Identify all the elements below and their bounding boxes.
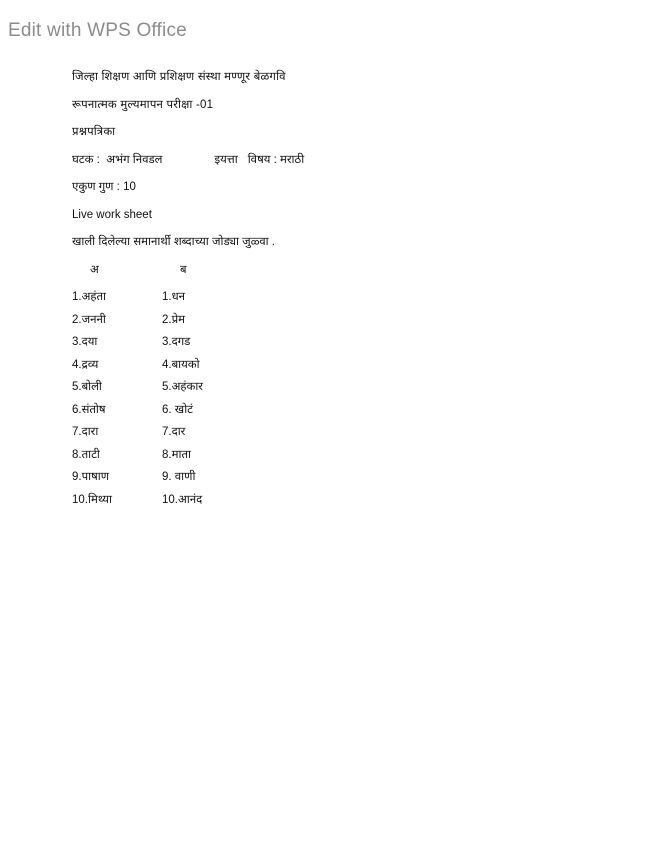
pair-item-b: 4.बायको — [162, 358, 200, 371]
pair-item-b: 2.प्रेम — [162, 313, 186, 326]
pair-item-a: 4.द्रव्य — [72, 358, 99, 371]
subject-label: विषय : मराठी — [247, 153, 305, 166]
pair-item-b: 10.आनंद — [162, 493, 203, 506]
instruction-line: खाली दिलेल्या समानार्थी शब्दाच्या जोड्या जुळ्वा . — [72, 236, 275, 248]
question-paper-line: प्रश्नपत्रिका — [72, 126, 116, 138]
pair-item-b: 8.माता — [162, 448, 191, 461]
table-row — [72, 495, 582, 507]
matching-pairs-table — [72, 265, 582, 507]
table-row — [72, 382, 582, 394]
class-label: इयत्ता — [214, 153, 238, 166]
table-row — [72, 337, 582, 349]
table-row — [72, 427, 582, 439]
exam-title-line: रूपनात्मक मुल्यमापन परीक्षा -01 — [72, 98, 214, 111]
pair-item-a: 9.पाषाण — [72, 471, 110, 483]
pair-item-a: 3.दया — [72, 336, 98, 348]
pair-item-a: 2.जननी — [72, 313, 106, 326]
pair-item-a: 1.अहंता — [72, 291, 107, 303]
document-content — [72, 72, 582, 517]
pair-item-a: 7.दारा — [72, 426, 99, 438]
pair-item-a: 10.मिथ्या — [72, 493, 112, 506]
total-marks-line: एकुण गुण : 10 — [72, 181, 136, 193]
pair-item-a: 8.ताटी — [72, 448, 100, 461]
pair-item-b: 6. खोटं — [162, 403, 193, 416]
table-row — [72, 360, 582, 372]
column-headers — [72, 265, 582, 277]
pair-item-a: 6.संतोष — [72, 403, 106, 416]
table-row — [72, 292, 582, 304]
pair-item-b: 9. वाणी — [162, 471, 196, 483]
live-worksheet-label: Live work sheet — [72, 208, 152, 221]
table-row — [72, 405, 582, 417]
institute-line: जिल्हा शिक्षण आणि प्रशिक्षण संस्था मण्णूर बेळगवि — [72, 71, 286, 83]
pair-item-b: 1.धन — [162, 291, 186, 303]
column-header-a: अ — [90, 263, 99, 276]
pair-item-b: 5.अहंकार — [162, 381, 203, 393]
table-row — [72, 315, 582, 327]
pair-item-b: 3.दगड — [162, 336, 191, 348]
pair-item-b: 7.दार — [162, 426, 186, 438]
pair-item-a: 5.बोली — [72, 381, 102, 393]
unit-label: घटक : अभंग निवडल — [72, 153, 163, 166]
column-header-b: ब — [180, 263, 187, 276]
wps-office-edit-banner[interactable]: Edit with WPS Office — [8, 20, 187, 41]
unit-class-subject-line — [72, 155, 582, 167]
table-row — [72, 450, 582, 462]
table-row — [72, 472, 582, 484]
